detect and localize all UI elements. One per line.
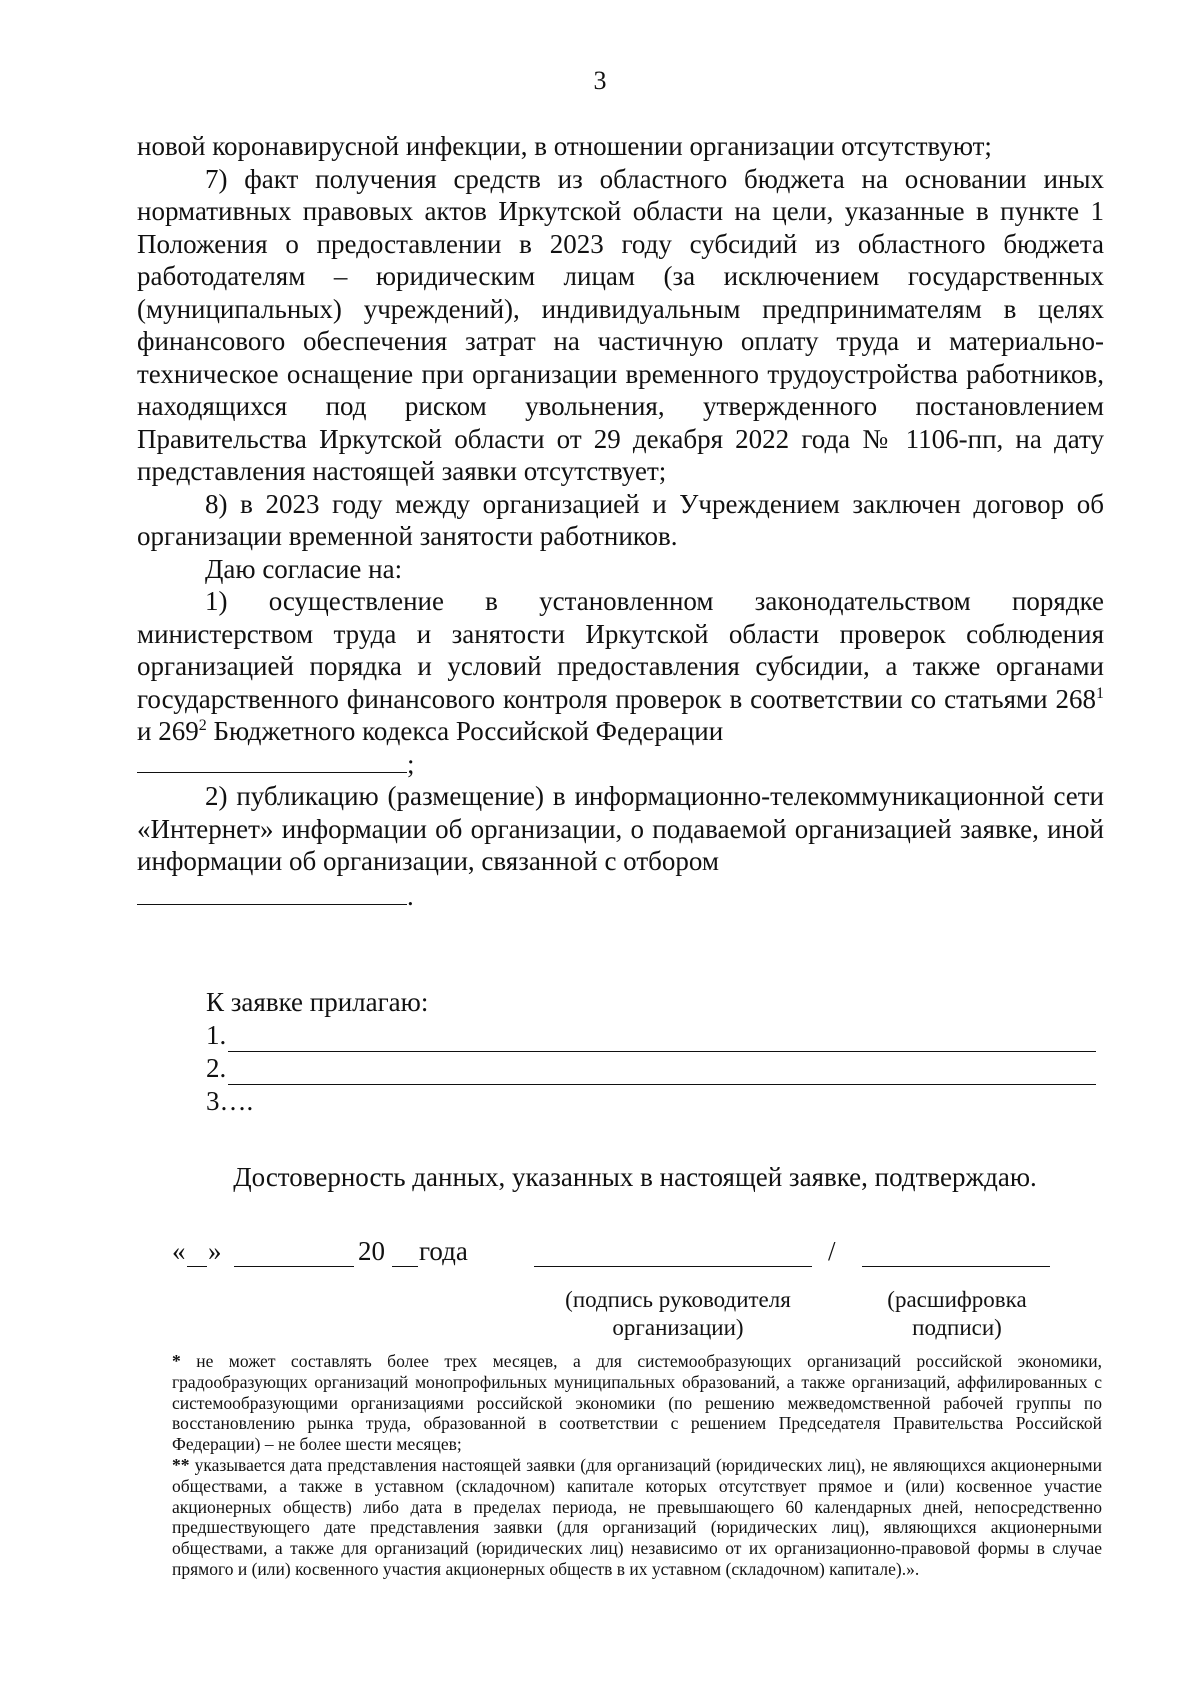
paragraph-continuation: новой коронавирусной инфекции, в отношении организации отсутствуют; [137, 131, 992, 161]
attachment-number: 1. [206, 1020, 227, 1050]
footnote-2 [172, 1455, 1102, 1580]
consent-heading: Даю согласие на: [205, 553, 403, 584]
attachment-blank-2 [228, 1062, 1096, 1085]
blank-underline [137, 750, 407, 773]
consent-item-2-blank [137, 880, 1104, 913]
date-quote-open: « [172, 1236, 186, 1266]
signature-row [172, 1233, 1102, 1267]
attachment-number: 2. [206, 1053, 227, 1083]
caption-decode: (расшифровка подписи) [887, 1287, 1027, 1340]
signature-blank [534, 1242, 812, 1267]
month-blank [234, 1242, 354, 1267]
year-prefix: 20 [358, 1236, 385, 1266]
semicolon: ; [407, 748, 415, 779]
page-number: 3 [593, 66, 607, 95]
footnote-2-text: указывается дата представления настоящей заявки (для организаций (юридических лиц), не являющихся акционерными обществами, а также в уставном (складочном) капитале которых отсутствует прямое и (или) косвенное участие акционерных обществ) либо дата в пределах периода, не превышающего 60 календарных дней, непосредственно предшествующего дате представления заявки (для организаций (юридических лиц), являющихся акционерными обществами, а также для организаций (юридических лиц) независимо от их организационно-правовой формы в случае прямого и (или) косвенного участия акционерных обществ в их уставном (складочном) капитале).». [172, 1454, 1102, 1579]
footnote-1 [172, 1351, 1102, 1455]
year-blank [392, 1242, 418, 1267]
attachments-section [206, 986, 1096, 1118]
attachments-heading: К заявке прилагаю: [206, 987, 429, 1017]
superscript-2: 2 [198, 717, 207, 734]
document-body [137, 130, 1104, 912]
paragraph-item-7: 7) факт получения средств из областного бюджета на основании иных нормативных правовых актов Иркутской области на цели, указанные в пункте 1 Положения о предоставлении в 2023 году субсидий из областного бюджета работодателям – юридическим лицам (за исключением государственных (муниципальных) учреждений), индивидуальным предпринимателям в целях финансового обеспечения затрат на частичную оплату труда и материально-техническое оснащение при организации временного трудоустройства работников, находящихся под риском увольнения, утвержденного постановлением Правительства Иркутской области от 29 декабря 2022 года № 1106-пп, на дату представления настоящей заявки отсутствует; [137, 163, 1104, 486]
caption-signature: (подпись руководителя организации) [565, 1287, 791, 1340]
attachment-blank-1 [228, 1029, 1096, 1052]
confirmation-statement: Достоверность данных, указанных в настоящей заявке, подтверждаю. [233, 1162, 1037, 1192]
footnote-1-mark: * [172, 1351, 181, 1371]
superscript-1: 1 [1096, 684, 1104, 702]
consent-item-1 [137, 585, 1104, 748]
attachment-row-1 [206, 1019, 1096, 1052]
date-quote-close: » [208, 1236, 222, 1266]
footnotes [172, 1351, 1102, 1580]
paragraph-item-8: 8) в 2023 году между организацией и Учреждением заключен договор об организации временной занятости работников. [137, 488, 1104, 551]
attachment-number: 3…. [206, 1086, 254, 1116]
footnote-2-mark: ** [172, 1454, 190, 1475]
decode-blank [862, 1242, 1050, 1267]
blank-underline [137, 882, 407, 905]
consent-item-1-text-c: Бюджетного кодекса Российской Федерации [206, 716, 724, 746]
footnote-1-text: не может составлять более трех месяцев, а для системообразующих организаций российской экономики, градообразующих организаций монопрофильных муниципальных образований, а также организаций, аффилированных с системообразующими организациями российской экономики (по решению межведомственной рабочей группы по восстановлению рынка труда, образованной в соответствии с решением Председателя Правительства Российской Федерации) – не более шести месяцев; [172, 1351, 1102, 1455]
consent-item-1-blank [137, 748, 1104, 781]
attachment-row-3 [206, 1085, 1096, 1118]
period: . [407, 880, 414, 911]
consent-item-1-text-b: и 269 [137, 716, 199, 746]
consent-item-1-text-a: 1) осуществление в установленном законодательством порядке министерством труда и занятости Иркутской области проверок соблюдения организацией порядка и условий предоставления субсидии, а также органами государственного финансового контроля проверок в соответствии со статьями 268 [137, 586, 1104, 714]
year-word: года [419, 1236, 468, 1266]
signature-slash: / [828, 1236, 836, 1266]
consent-item-2: 2) публикацию (размещение) в информационно-телекоммуникационной сети «Интернет» информации об организации, о подаваемой организацией заявке, иной информации об организации, связанной с отбором [137, 781, 1104, 876]
attachment-row-2 [206, 1052, 1096, 1085]
day-blank [187, 1242, 207, 1267]
